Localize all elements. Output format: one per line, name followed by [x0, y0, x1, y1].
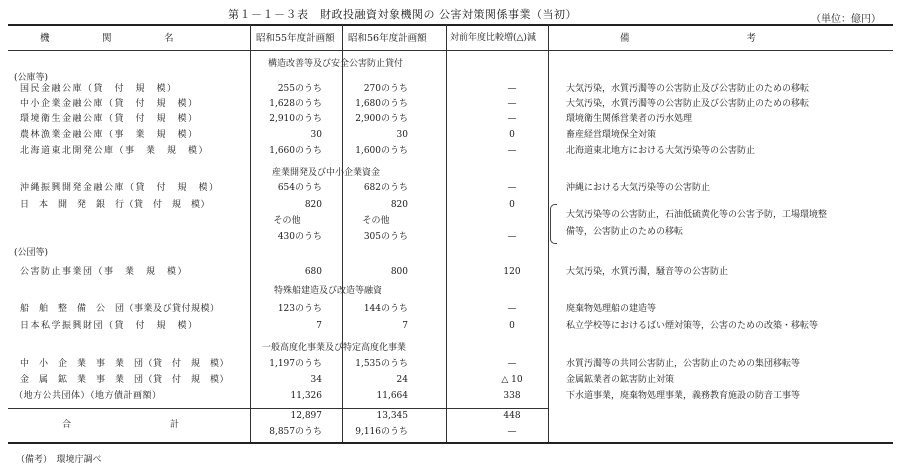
- row-fy55: 1,628のうち: [269, 99, 322, 109]
- row-fy56: 305のうち: [363, 232, 408, 242]
- row-diff: 338: [503, 391, 521, 401]
- section-label-ippan: 一般高度化事業及び特定高度化事業: [262, 343, 407, 353]
- header-remarks: 備 考: [620, 33, 759, 44]
- row-remarks: 金属鉱業者の鉱害防止対策: [566, 375, 675, 385]
- row-fy55: 1,197のうち: [269, 359, 322, 369]
- row-remarks: 畜産経営環境保全対策: [566, 130, 657, 140]
- header-divider: [8, 50, 893, 51]
- row-fy56: 800: [390, 267, 408, 277]
- row-diff: 120: [503, 267, 521, 277]
- unit-label: （単位：億円）: [811, 14, 881, 25]
- row-fy56: その他: [362, 216, 390, 226]
- section-label-kouko: (公庫等): [14, 73, 49, 83]
- total-diff-line2: —: [507, 427, 517, 437]
- row-name: 金 属 鉱 業 事 業 団（貸 付 規 模）: [20, 375, 230, 385]
- row-name: 中 小 企 業 事 業 団（貸 付 規 模）: [20, 359, 230, 369]
- row-remarks: 下水道事業，廃棄物処理事業，義務教育施設の防音工事等: [566, 391, 801, 401]
- section-label-kouzou: 構造改善等及び安全公害防止貸付: [268, 59, 404, 69]
- row-fy56: 7: [402, 321, 408, 331]
- row-fy55: 680: [304, 267, 322, 277]
- total-fy56-line1: 13,345: [376, 411, 408, 421]
- row-diff: 0: [509, 130, 515, 140]
- row-fy55: 430のうち: [277, 232, 322, 242]
- row-fy55: 7: [316, 321, 322, 331]
- row-remarks: 沖縄における大気汚染等の公害防止: [566, 183, 711, 193]
- source-note: （備考） 環境庁調べ: [16, 455, 102, 465]
- row-name: 船 舶 整 備 公 団（事業及び貸付規模）: [20, 304, 220, 314]
- col-divider-1: [250, 24, 251, 442]
- row-fy56: 2,900のうち: [355, 114, 408, 124]
- row-name: 国民金融公庫（貸 付 規 模）: [20, 84, 178, 94]
- col-divider-2: [342, 24, 343, 442]
- row-diff: —: [507, 114, 517, 124]
- row-name: （地方公共団体）（地方債計画額）: [14, 391, 162, 401]
- section-label-koudan: (公団等): [14, 248, 49, 258]
- row-remarks: 備等，公害防止のための移転: [566, 227, 684, 237]
- row-name: 農林漁業金融公庫（事 業 規 模）: [20, 130, 199, 140]
- row-remarks: 大気汚染，水質汚濁等の公害防止及び公害防止のための移転: [566, 84, 810, 94]
- row-fy55: 1,660のうち: [269, 146, 322, 156]
- row-name: 環境衛生金融公庫（貸 付 規 模）: [20, 114, 199, 124]
- row-fy55: 123のうち: [277, 304, 322, 314]
- row-diff: 0: [509, 321, 515, 331]
- row-fy56: 270のうち: [363, 84, 408, 94]
- header-name: 機 関 名: [40, 33, 180, 44]
- row-diff: —: [507, 183, 517, 193]
- top-border: [8, 24, 893, 26]
- bottom-border: [8, 442, 893, 444]
- section-label-sangyou: 産業開発及び中小企業資金: [272, 168, 381, 178]
- total-label: 合 計: [62, 420, 183, 430]
- row-diff: —: [507, 359, 517, 369]
- row-diff: △ 10: [501, 375, 523, 385]
- row-name: 中小企業金融公庫（貸 付 規 模）: [20, 99, 199, 109]
- row-remarks: 大気汚染，水質汚濁等の公害防止及び公害防止のための移転: [566, 99, 810, 109]
- row-fy55: 654のうち: [277, 183, 322, 193]
- row-name: 公害防止事業団（事 業 規 模）: [20, 267, 189, 277]
- row-fy56: 144のうち: [363, 304, 408, 314]
- row-fy55: その他: [273, 216, 301, 226]
- row-remarks: 廃棄物処理船の建造等: [566, 304, 657, 314]
- row-remarks: 水質汚濁等の共同公害防止，公害防止のための集団移転等: [566, 359, 801, 369]
- row-fy56: 24: [396, 375, 408, 385]
- row-diff: 0: [509, 200, 515, 210]
- header-diff: 対前年度比較増(△)減: [450, 33, 536, 43]
- section-label-tokushu: 特殊船建造及び改造等融資: [274, 286, 383, 296]
- row-remarks: 北海道東北地方における大気汚染等の公害防止: [566, 146, 756, 156]
- total-divider: [8, 408, 548, 409]
- row-fy55: 30: [310, 130, 322, 140]
- header-fy56: 昭和56年度計画額: [348, 33, 427, 44]
- row-remarks: 大気汚染等の公害防止，石油低硫黄化等の公害予防，工場環境整: [566, 210, 828, 220]
- row-remarks: 私立学校等におけるばい煙対策等，公害のための改築・移転等: [566, 321, 819, 331]
- row-fy55: 11,326: [290, 391, 322, 401]
- col-divider-4: [548, 24, 549, 442]
- total-fy56-line2: 9,116のうち: [355, 427, 408, 437]
- row-name: 沖縄振興開発金融公庫（貸 付 規 模）: [20, 183, 220, 193]
- table-title: 第１－１－３表 財政投融資対象機関の 公害対策関係事業（当初）: [228, 8, 577, 21]
- row-remarks: 環境衛生関係営業者の汚水処理: [566, 114, 693, 124]
- row-name: 日 本 開 発 銀 行（貸 付 規 模）: [20, 200, 211, 210]
- row-remarks: 大気汚染，水質汚濁，騒音等の公害防止: [566, 267, 729, 277]
- row-fy56: 682のうち: [363, 183, 408, 193]
- row-diff: —: [507, 99, 517, 109]
- row-diff: —: [507, 232, 517, 242]
- remarks-brace: [550, 204, 557, 244]
- row-fy56: 1,680のうち: [355, 99, 408, 109]
- row-name: 日本私学振興財団（貸 付 規 模）: [20, 321, 199, 331]
- row-fy56: 1,535のうち: [355, 359, 408, 369]
- row-fy56: 820: [390, 200, 408, 210]
- col-divider-3: [446, 24, 447, 442]
- row-diff: —: [507, 146, 517, 156]
- total-fy55-line2: 8,857のうち: [269, 427, 322, 437]
- header-fy55: 昭和55年度計画額: [256, 33, 335, 44]
- row-fy55: 820: [304, 200, 322, 210]
- total-diff-line1: 448: [503, 411, 521, 421]
- row-fy56: 30: [396, 130, 408, 140]
- row-diff: —: [507, 304, 517, 314]
- row-fy55: 34: [310, 375, 322, 385]
- total-fy55-line1: 12,897: [290, 411, 322, 421]
- row-fy56: 1,600のうち: [355, 146, 408, 156]
- row-diff: —: [507, 84, 517, 94]
- row-fy56: 11,664: [376, 391, 408, 401]
- row-fy55: 255のうち: [277, 84, 322, 94]
- row-fy55: 2,910のうち: [269, 114, 322, 124]
- row-name: 北海道東北開発公庫（事 業 規 模）: [20, 146, 210, 156]
